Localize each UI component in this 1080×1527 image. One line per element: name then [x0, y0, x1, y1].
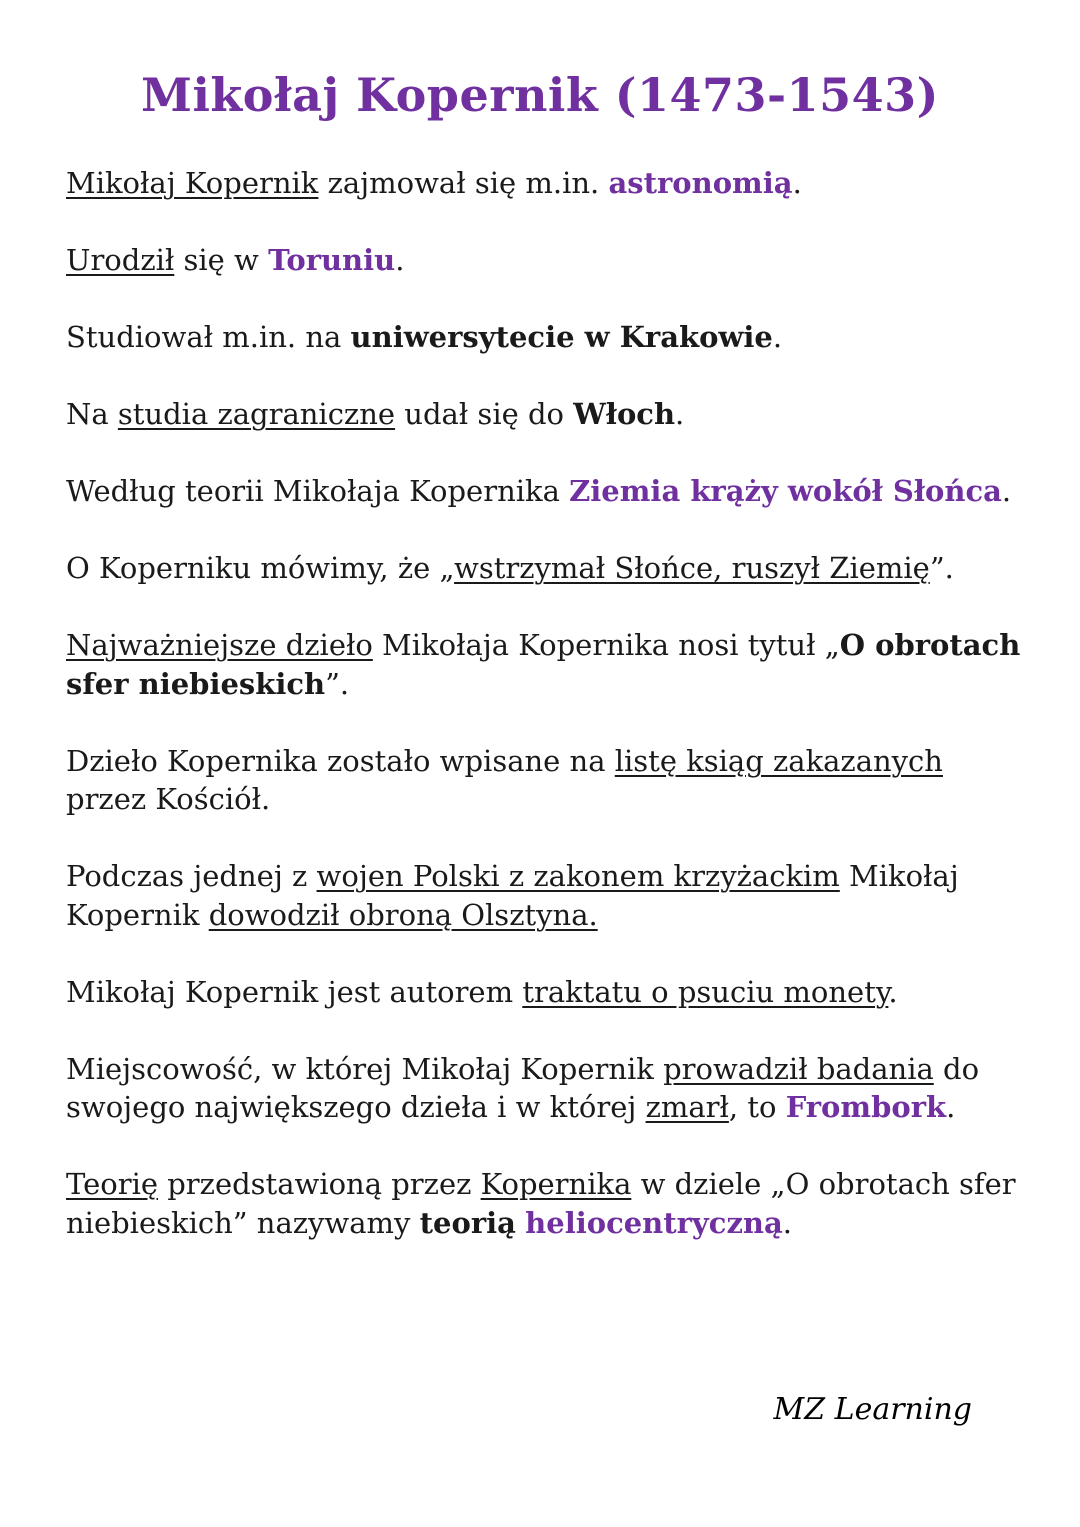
fact-frombork: Miejscowość, w której Mikołaj Kopernik prowadził badania do swojego największego dzieła i w której zmarł, to Frombork. — [66, 1051, 980, 1124]
highlight-heliocentric: heliocentryczną — [525, 1205, 783, 1240]
fact-banned-books: Dzieło Kopernika zostało wpisane na listę ksiąg zakazanych przez Kościół. — [66, 743, 943, 816]
notes-body — [66, 164, 1026, 1281]
highlight-astronomy: astronomią — [608, 166, 793, 200]
fact-theory: Według teorii Mikołaja Kopernika Ziemia krąży wokół Słońca. — [66, 474, 1012, 508]
page-title: Mikołaj Kopernik (1473-1543) — [141, 68, 939, 122]
fact-saying: O Koperniku mówimy, że „wstrzymał Słońce, ruszył Ziemię”. — [66, 551, 954, 585]
highlight-torun: Toruniu — [268, 243, 396, 277]
fact-studies: Studiował m.in. na uniwersytecie w Krakowie. — [66, 320, 783, 354]
underlined-name: Mikołaj Kopernik — [66, 166, 319, 200]
fact-astronomy: Mikołaj Kopernik zajmował się m.in. astronomią. — [66, 166, 802, 200]
fact-birthplace: Urodził się w Toruniu. — [66, 243, 405, 277]
highlight-theory: Ziemia krąży wokół Słońca — [569, 474, 1002, 508]
fact-heliocentric: Teorię przedstawioną przez Kopernika w dziele „O obrotach sfer niebieskich” nazywamy teorią heliocentryczną. — [66, 1167, 1016, 1240]
fact-treatise: Mikołaj Kopernik jest autorem traktatu o psuciu monety. — [66, 974, 898, 1009]
fact-foreign-studies: Na studia zagraniczne udał się do Włoch. — [66, 397, 685, 431]
highlight-frombork: Frombork — [785, 1090, 947, 1124]
author-signature: MZ Learning — [773, 1392, 972, 1427]
fact-war: Podczas jednej z wojen Polski z zakonem krzyżackim Mikołaj Kopernik dowodził obroną Olsztyna. — [66, 859, 959, 932]
fact-main-work: Najważniejsze dzieło Mikołaja Kopernika nosi tytuł „O obrotach sfer niebieskich”. — [66, 628, 1021, 701]
